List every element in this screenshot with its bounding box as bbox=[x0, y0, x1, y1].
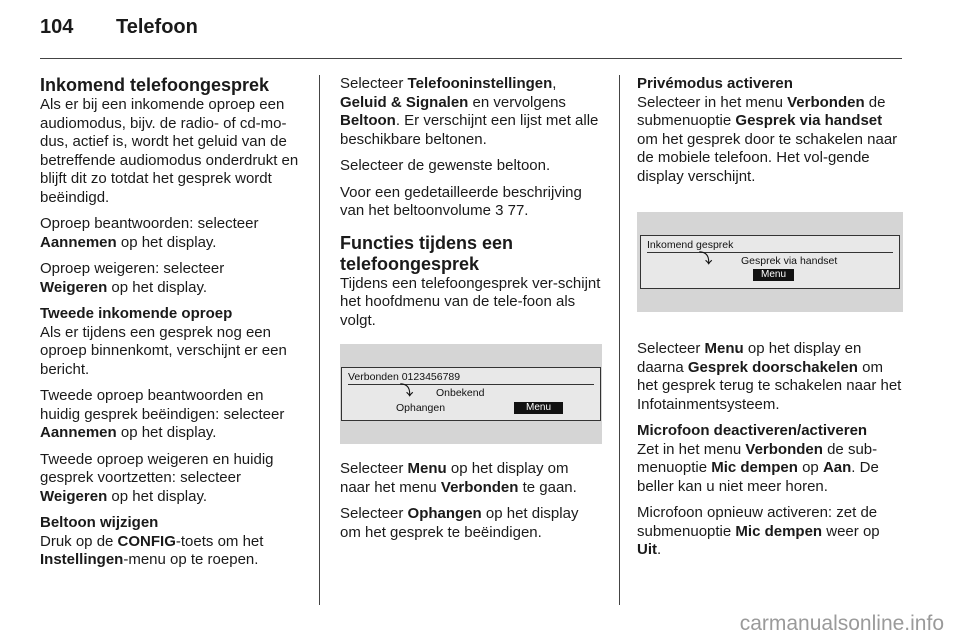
paragraph: Als er tijdens een gesprek nog een oproep binnenkomt, verschijnt er een bericht. bbox=[40, 323, 287, 378]
header-rule bbox=[40, 58, 902, 59]
subheading-private-mode: Privémodus activeren bbox=[637, 75, 793, 92]
keyword: Menu bbox=[704, 340, 744, 357]
display-image-connected bbox=[340, 344, 602, 444]
phone-transfer-icon: ⤵ bbox=[400, 383, 414, 398]
subheading-ringtone: Beltoon wijzigen bbox=[40, 514, 159, 531]
keyword: Verbonden bbox=[745, 440, 823, 458]
lcd-title: Inkomend gesprek bbox=[647, 239, 734, 251]
watermark: carmanualsonline.info bbox=[739, 612, 944, 635]
keyword: CONFIG bbox=[117, 532, 176, 550]
keyword: Geluid & Signalen bbox=[340, 93, 469, 111]
paragraph: Selecteer Menu op het display en daarna Gesprek doorschakelen om het gesprek terug te schakelen naar het Infotainmentsysteem. bbox=[637, 340, 902, 413]
phone-transfer-icon: ⤵ bbox=[699, 251, 713, 266]
paragraph: Tweede oproep beantwoorden en huidig gesprek beëindigen: selecteer Aannemen op het display. bbox=[40, 387, 285, 441]
keyword: Mic dempen bbox=[735, 522, 823, 540]
column-divider bbox=[319, 75, 320, 605]
paragraph: Tweede oproep weigeren en huidig gesprek voortzetten: selecteer Weigeren op het display. bbox=[40, 450, 274, 505]
paragraph: Tijdens een telefoongesprek ver-schijnt het hoofdmenu van de tele-foon als volgt. bbox=[340, 274, 601, 329]
keyword: Weigeren bbox=[40, 278, 108, 296]
subheading-microphone: Microfoon deactiveren/activeren bbox=[637, 422, 868, 439]
keyword: Instellingen bbox=[40, 551, 124, 568]
paragraph: Selecteer de gewenste beltoon. bbox=[340, 157, 551, 174]
paragraph: Oproep beantwoorden: selecteer Aannemen op het display. bbox=[40, 215, 259, 251]
keyword: Verbonden bbox=[787, 93, 865, 111]
page-header bbox=[40, 16, 198, 39]
paragraph: Voor een gedetailleerde beschrijving van het beltoonvolume 3 77. bbox=[340, 183, 582, 219]
column-1 bbox=[40, 75, 304, 578]
column-3 bbox=[637, 75, 903, 568]
keyword: Telefooninstellingen bbox=[407, 75, 553, 92]
lcd-caller: Onbekend bbox=[436, 387, 485, 399]
paragraph: Selecteer Menu op het display om naar het menu Verbonden te gaan. bbox=[340, 460, 577, 496]
lcd-option-hangup: Ophangen bbox=[396, 402, 446, 414]
keyword: Mic dempen bbox=[711, 459, 798, 476]
keyword: Uit bbox=[637, 541, 657, 558]
paragraph: Selecteer Telefooninstellingen, Geluid & Signalen en vervolgens Beltoon. Er verschijnt een lijst met alle beschikbare beltonen. bbox=[340, 75, 599, 148]
page-number: 104 bbox=[40, 16, 74, 38]
paragraph: Microfoon opnieuw activeren: zet de submenuoptie Mic dempen weer op Uit. bbox=[637, 504, 880, 558]
lcd-title: Verbonden 0123456789 bbox=[348, 371, 461, 383]
keyword: Aannemen bbox=[40, 233, 117, 251]
lcd-screen bbox=[640, 235, 900, 289]
paragraph: Oproep weigeren: selecteer Weigeren op het display. bbox=[40, 260, 225, 296]
keyword: Gesprek doorschakelen bbox=[687, 358, 858, 376]
paragraph: Selecteer Ophangen op het display om het gesprek te beëindigen. bbox=[340, 505, 579, 541]
keyword: Ophangen bbox=[407, 505, 482, 522]
keyword: Verbonden bbox=[440, 478, 519, 496]
section-heading-incoming-call: Inkomend telefoongesprek bbox=[40, 75, 270, 95]
keyword: Aannemen bbox=[40, 424, 117, 441]
display-image-incoming bbox=[637, 212, 903, 312]
lcd-menu-button: Menu bbox=[753, 269, 794, 281]
column-divider bbox=[619, 75, 620, 605]
paragraph: Druk op de CONFIG-toets om het Instellingen-menu op te roepen. bbox=[40, 532, 264, 568]
keyword: Beltoon bbox=[340, 112, 396, 129]
keyword: Aan bbox=[822, 459, 852, 476]
page-ref-icon: 3 bbox=[495, 202, 504, 219]
column-2 bbox=[340, 75, 602, 550]
lcd-option-handset: Gesprek via handset bbox=[741, 255, 838, 267]
section-heading-functions: Functies tijdens een telefoongesprek bbox=[340, 232, 514, 274]
paragraph: Als er bij een inkomende oproep een audiomodus, bijv. de radio- of cd-mo-dus, actief is, wordt het geluid van de betreffende audiomodus onderdrukt en blijft dit zo totdat het gesprek wordt beëindigd. bbox=[40, 96, 299, 206]
keyword: Weigeren bbox=[40, 487, 108, 505]
subheading-second-call: Tweede inkomende oproep bbox=[40, 305, 233, 322]
paragraph: Zet in het menu Verbonden de sub-menuoptie Mic dempen op Aan. De beller kan u niet meer horen. bbox=[637, 440, 879, 495]
keyword: Menu bbox=[407, 460, 447, 477]
page-title: Telefoon bbox=[116, 16, 198, 38]
keyword: Gesprek via handset bbox=[735, 112, 883, 129]
lcd-screen bbox=[341, 367, 601, 421]
lcd-menu-button: Menu bbox=[514, 402, 563, 414]
paragraph: Selecteer in het menu Verbonden de submenuoptie Gesprek via handset om het gesprek door te schakelen naar de mobiele telefoon. Het vol-gende display verschijnt. bbox=[637, 93, 898, 185]
